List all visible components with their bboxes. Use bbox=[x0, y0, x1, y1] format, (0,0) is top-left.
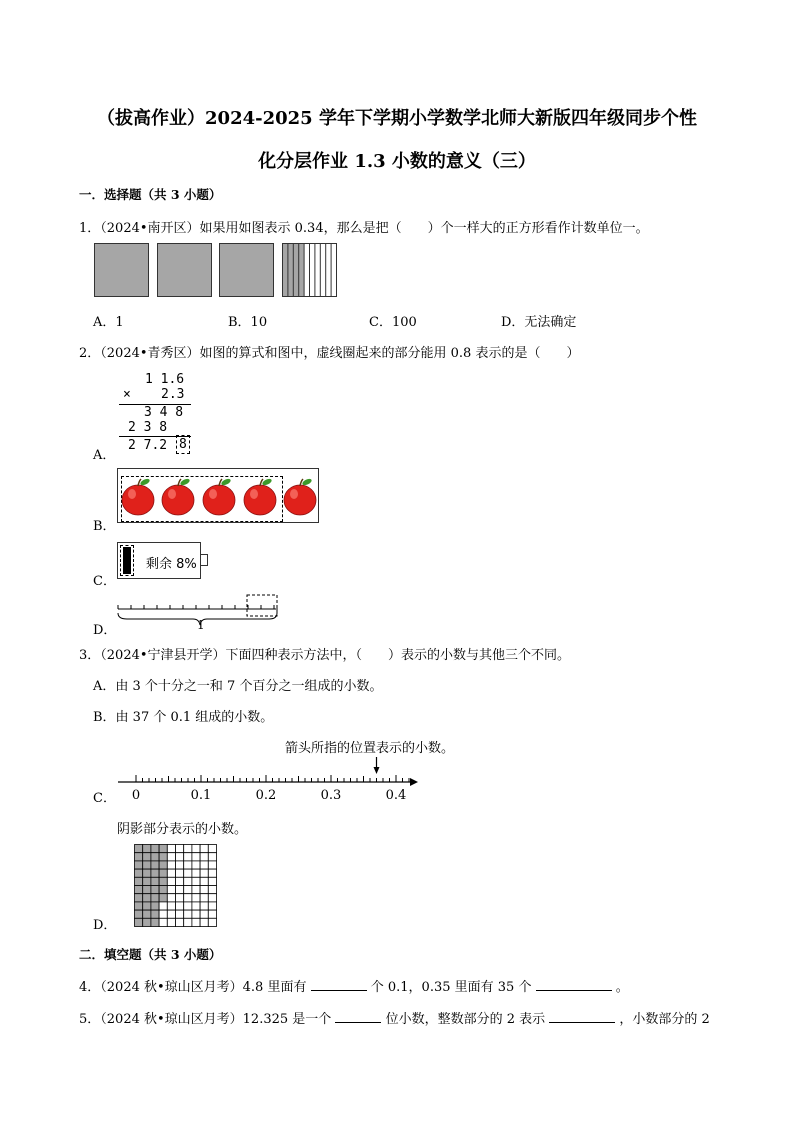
q2-option-c[interactable]: C． bbox=[93, 574, 116, 589]
grid-cell bbox=[176, 894, 184, 902]
q2-option-b[interactable]: B． bbox=[93, 519, 116, 534]
calc-boxed-digit: 8 bbox=[176, 435, 190, 454]
grid-cell bbox=[143, 869, 151, 877]
q5-blank-1[interactable] bbox=[335, 1010, 381, 1023]
question-5 bbox=[79, 1008, 710, 1027]
grid-cell bbox=[151, 910, 159, 918]
grid-cell bbox=[167, 869, 175, 877]
document-title-line2: 化分层作业 1.3 小数的意义（三） bbox=[258, 151, 536, 172]
grid-cell bbox=[176, 902, 184, 910]
q1-option-d[interactable]: D．无法确定 bbox=[501, 315, 577, 330]
grid-cell bbox=[184, 918, 192, 926]
numline-tick-label: 0.2 bbox=[255, 788, 277, 803]
grid-cell bbox=[159, 869, 167, 877]
apple-icon bbox=[162, 478, 194, 515]
grid-cell bbox=[176, 845, 184, 853]
grid-cell bbox=[200, 877, 208, 885]
section-heading-fill: 二．填空题（共 3 小题） bbox=[79, 947, 222, 962]
q1-option-a[interactable]: A．1 bbox=[93, 315, 124, 330]
grid-cell bbox=[151, 894, 159, 902]
q1-full-square-2 bbox=[157, 243, 212, 297]
grid-cell bbox=[192, 877, 200, 885]
apples bbox=[118, 469, 318, 522]
grid-cell bbox=[135, 861, 143, 869]
grid-cell bbox=[184, 861, 192, 869]
q4-blank-2[interactable] bbox=[536, 978, 612, 991]
grid-cell bbox=[184, 877, 192, 885]
grid-cell bbox=[192, 902, 200, 910]
grid-cell bbox=[208, 902, 216, 910]
grid-cell bbox=[208, 853, 216, 861]
grid-cell bbox=[143, 918, 151, 926]
question-3-text: 3．（2024•宁津县开学）下面四种表示方法中，（ ）表示的小数与其他三个不同。 bbox=[79, 648, 571, 663]
q3-c-caption: 箭头所指的位置表示的小数。 bbox=[285, 741, 455, 756]
q2-option-a[interactable]: A． bbox=[93, 448, 116, 463]
grid-cell bbox=[143, 845, 151, 853]
grid-cell bbox=[192, 853, 200, 861]
grid-cell bbox=[159, 886, 167, 894]
grid-cell bbox=[208, 886, 216, 894]
apple-icon bbox=[122, 478, 154, 515]
question-2-text: 2．（2024•青秀区）如图的算式和图中，虚线圈起来的部分能用 0.8 表示的是（ ） bbox=[79, 346, 580, 361]
q2-apple-box bbox=[117, 468, 319, 523]
grid-cell bbox=[151, 861, 159, 869]
apple-icon bbox=[203, 478, 235, 515]
q5-blank-2[interactable] bbox=[549, 1010, 615, 1023]
grid-cell bbox=[176, 869, 184, 877]
grid-cell bbox=[135, 845, 143, 853]
calc-row2: 2.3 bbox=[161, 387, 185, 402]
q3-d-caption: 阴影部分表示的小数。 bbox=[117, 822, 248, 837]
grid-cell bbox=[135, 918, 143, 926]
grid-cell bbox=[167, 910, 175, 918]
grid-cell bbox=[167, 886, 175, 894]
grid-cell bbox=[159, 918, 167, 926]
grid-cell bbox=[143, 910, 151, 918]
battery bbox=[117, 542, 201, 579]
grid-cell bbox=[135, 853, 143, 861]
grid-cell bbox=[159, 861, 167, 869]
grid-cell bbox=[200, 845, 208, 853]
grid-cell bbox=[192, 845, 200, 853]
grid-cell bbox=[151, 845, 159, 853]
apple-icon bbox=[244, 478, 276, 515]
grid-cell bbox=[167, 877, 175, 885]
grid-cell bbox=[151, 877, 159, 885]
grid-cell bbox=[192, 869, 200, 877]
q4-text-1: 4．（2024 秋•琼山区月考）4.8 里面有 bbox=[79, 980, 307, 995]
grid-cell bbox=[176, 877, 184, 885]
document-title-line1: （拔高作业）2024-2025 学年下学期小学数学北师大新版四年级同步个性 bbox=[97, 108, 697, 129]
grid-cell bbox=[176, 918, 184, 926]
grid-cell bbox=[135, 910, 143, 918]
grid-cell bbox=[167, 894, 175, 902]
grid-cell bbox=[208, 894, 216, 902]
q2-option-d[interactable]: D． bbox=[93, 623, 117, 638]
grid-cell bbox=[208, 861, 216, 869]
calc-times-sign: × bbox=[123, 387, 131, 402]
grid-cell bbox=[167, 902, 175, 910]
grid-cell bbox=[200, 902, 208, 910]
grid-cell bbox=[159, 902, 167, 910]
q5-text-3: ，小数部分的 2 bbox=[619, 1012, 710, 1027]
grid-cell bbox=[135, 869, 143, 877]
numline-tick-label: 0.3 bbox=[320, 788, 342, 803]
grid-cell bbox=[184, 894, 192, 902]
question-4 bbox=[79, 976, 629, 995]
grid-cell bbox=[200, 894, 208, 902]
apple-icon bbox=[284, 478, 316, 515]
grid-cell bbox=[176, 861, 184, 869]
grid-cell bbox=[167, 853, 175, 861]
grid-cell bbox=[159, 853, 167, 861]
grid-cell bbox=[151, 853, 159, 861]
q1-option-c[interactable]: C．100 bbox=[369, 315, 417, 330]
calc-row4: 2 3 8 bbox=[128, 420, 168, 435]
grid-cell bbox=[159, 877, 167, 885]
battery-tip bbox=[201, 554, 208, 566]
grid-cell bbox=[200, 918, 208, 926]
grid-cell bbox=[143, 861, 151, 869]
q3-option-b[interactable]: B．由 37 个 0.1 组成的小数。 bbox=[93, 710, 274, 725]
grid-cell bbox=[200, 861, 208, 869]
q1-option-b[interactable]: B．10 bbox=[228, 315, 268, 330]
grid-cell bbox=[192, 861, 200, 869]
question-1-text: 1．（2024•南开区）如果用如图表示 0.34，那么是把（ ）个一样大的正方形看作计数单位一。 bbox=[79, 221, 649, 236]
grid-cell bbox=[135, 902, 143, 910]
grid-cell bbox=[184, 902, 192, 910]
grid-cell bbox=[151, 918, 159, 926]
grid-cell bbox=[151, 886, 159, 894]
grid-cell bbox=[208, 869, 216, 877]
grid-cell bbox=[159, 845, 167, 853]
grid-cell bbox=[135, 894, 143, 902]
number-line bbox=[110, 755, 420, 805]
q1-tenths-square bbox=[282, 243, 338, 298]
grid-cell bbox=[208, 845, 216, 853]
grid-cell bbox=[200, 869, 208, 877]
grid-cell bbox=[200, 886, 208, 894]
calc-row3: 3 4 8 bbox=[144, 405, 184, 420]
grid-cell bbox=[135, 877, 143, 885]
grid-cell bbox=[159, 894, 167, 902]
grid-cell bbox=[192, 894, 200, 902]
numline-tick-label: 0 bbox=[131, 788, 141, 803]
grid-cell bbox=[151, 902, 159, 910]
grid-cell bbox=[200, 853, 208, 861]
numline-tick-label: 0.1 bbox=[190, 788, 212, 803]
grid-cell bbox=[143, 902, 151, 910]
grid-cell bbox=[184, 886, 192, 894]
grid-cell bbox=[176, 910, 184, 918]
grid-cell bbox=[159, 910, 167, 918]
q1-full-square-3 bbox=[219, 243, 274, 297]
grid-cell bbox=[208, 918, 216, 926]
grid-cell bbox=[143, 894, 151, 902]
ruler-label: 1 bbox=[197, 618, 205, 632]
q4-text-2: 个 0.1，0.35 里面有 35 个 bbox=[370, 980, 532, 995]
ruler-dashed-selection bbox=[247, 595, 277, 616]
grid-cell bbox=[151, 869, 159, 877]
grid-cell bbox=[176, 886, 184, 894]
q4-text-3: 。 bbox=[615, 980, 629, 995]
q3-option-c[interactable]: C． bbox=[93, 791, 116, 806]
section-heading-choice: 一．选择题（共 3 小题） bbox=[79, 187, 222, 202]
hundred-grid bbox=[134, 844, 219, 927]
grid-cell bbox=[208, 877, 216, 885]
calc-row5: 2 7.2 bbox=[128, 438, 168, 453]
grid-cell bbox=[135, 886, 143, 894]
grid-cell bbox=[143, 886, 151, 894]
grid-cell bbox=[184, 869, 192, 877]
grid-cell bbox=[192, 910, 200, 918]
calc-row1: 1 1.6 bbox=[145, 372, 185, 387]
grid-cell bbox=[167, 845, 175, 853]
q2-multiplication bbox=[117, 371, 197, 459]
q5-text-1: 5．（2024 秋•琼山区月考）12.325 是一个 bbox=[79, 1012, 332, 1027]
q1-full-square-1 bbox=[94, 243, 149, 297]
grid-cell bbox=[143, 877, 151, 885]
grid-cell bbox=[184, 853, 192, 861]
grid-cell bbox=[208, 910, 216, 918]
grid-cell bbox=[143, 853, 151, 861]
battery-text: 剩余 8% bbox=[146, 557, 197, 572]
grid-cell bbox=[184, 910, 192, 918]
q3-option-a[interactable]: A．由 3 个十分之一和 7 个百分之一组成的小数。 bbox=[93, 679, 383, 694]
q4-blank-1[interactable] bbox=[311, 978, 367, 991]
q3-option-d[interactable]: D． bbox=[93, 918, 117, 933]
battery-level bbox=[123, 547, 131, 574]
grid-cell bbox=[176, 853, 184, 861]
grid-cell bbox=[192, 886, 200, 894]
grid-cell bbox=[184, 845, 192, 853]
numline-tick-label: 0.4 bbox=[385, 788, 407, 803]
q5-text-2: 位小数，整数部分的 2 表示 bbox=[385, 1012, 546, 1027]
grid-cell bbox=[167, 861, 175, 869]
grid-cell bbox=[167, 918, 175, 926]
grid-cell bbox=[200, 910, 208, 918]
grid-cell bbox=[192, 918, 200, 926]
